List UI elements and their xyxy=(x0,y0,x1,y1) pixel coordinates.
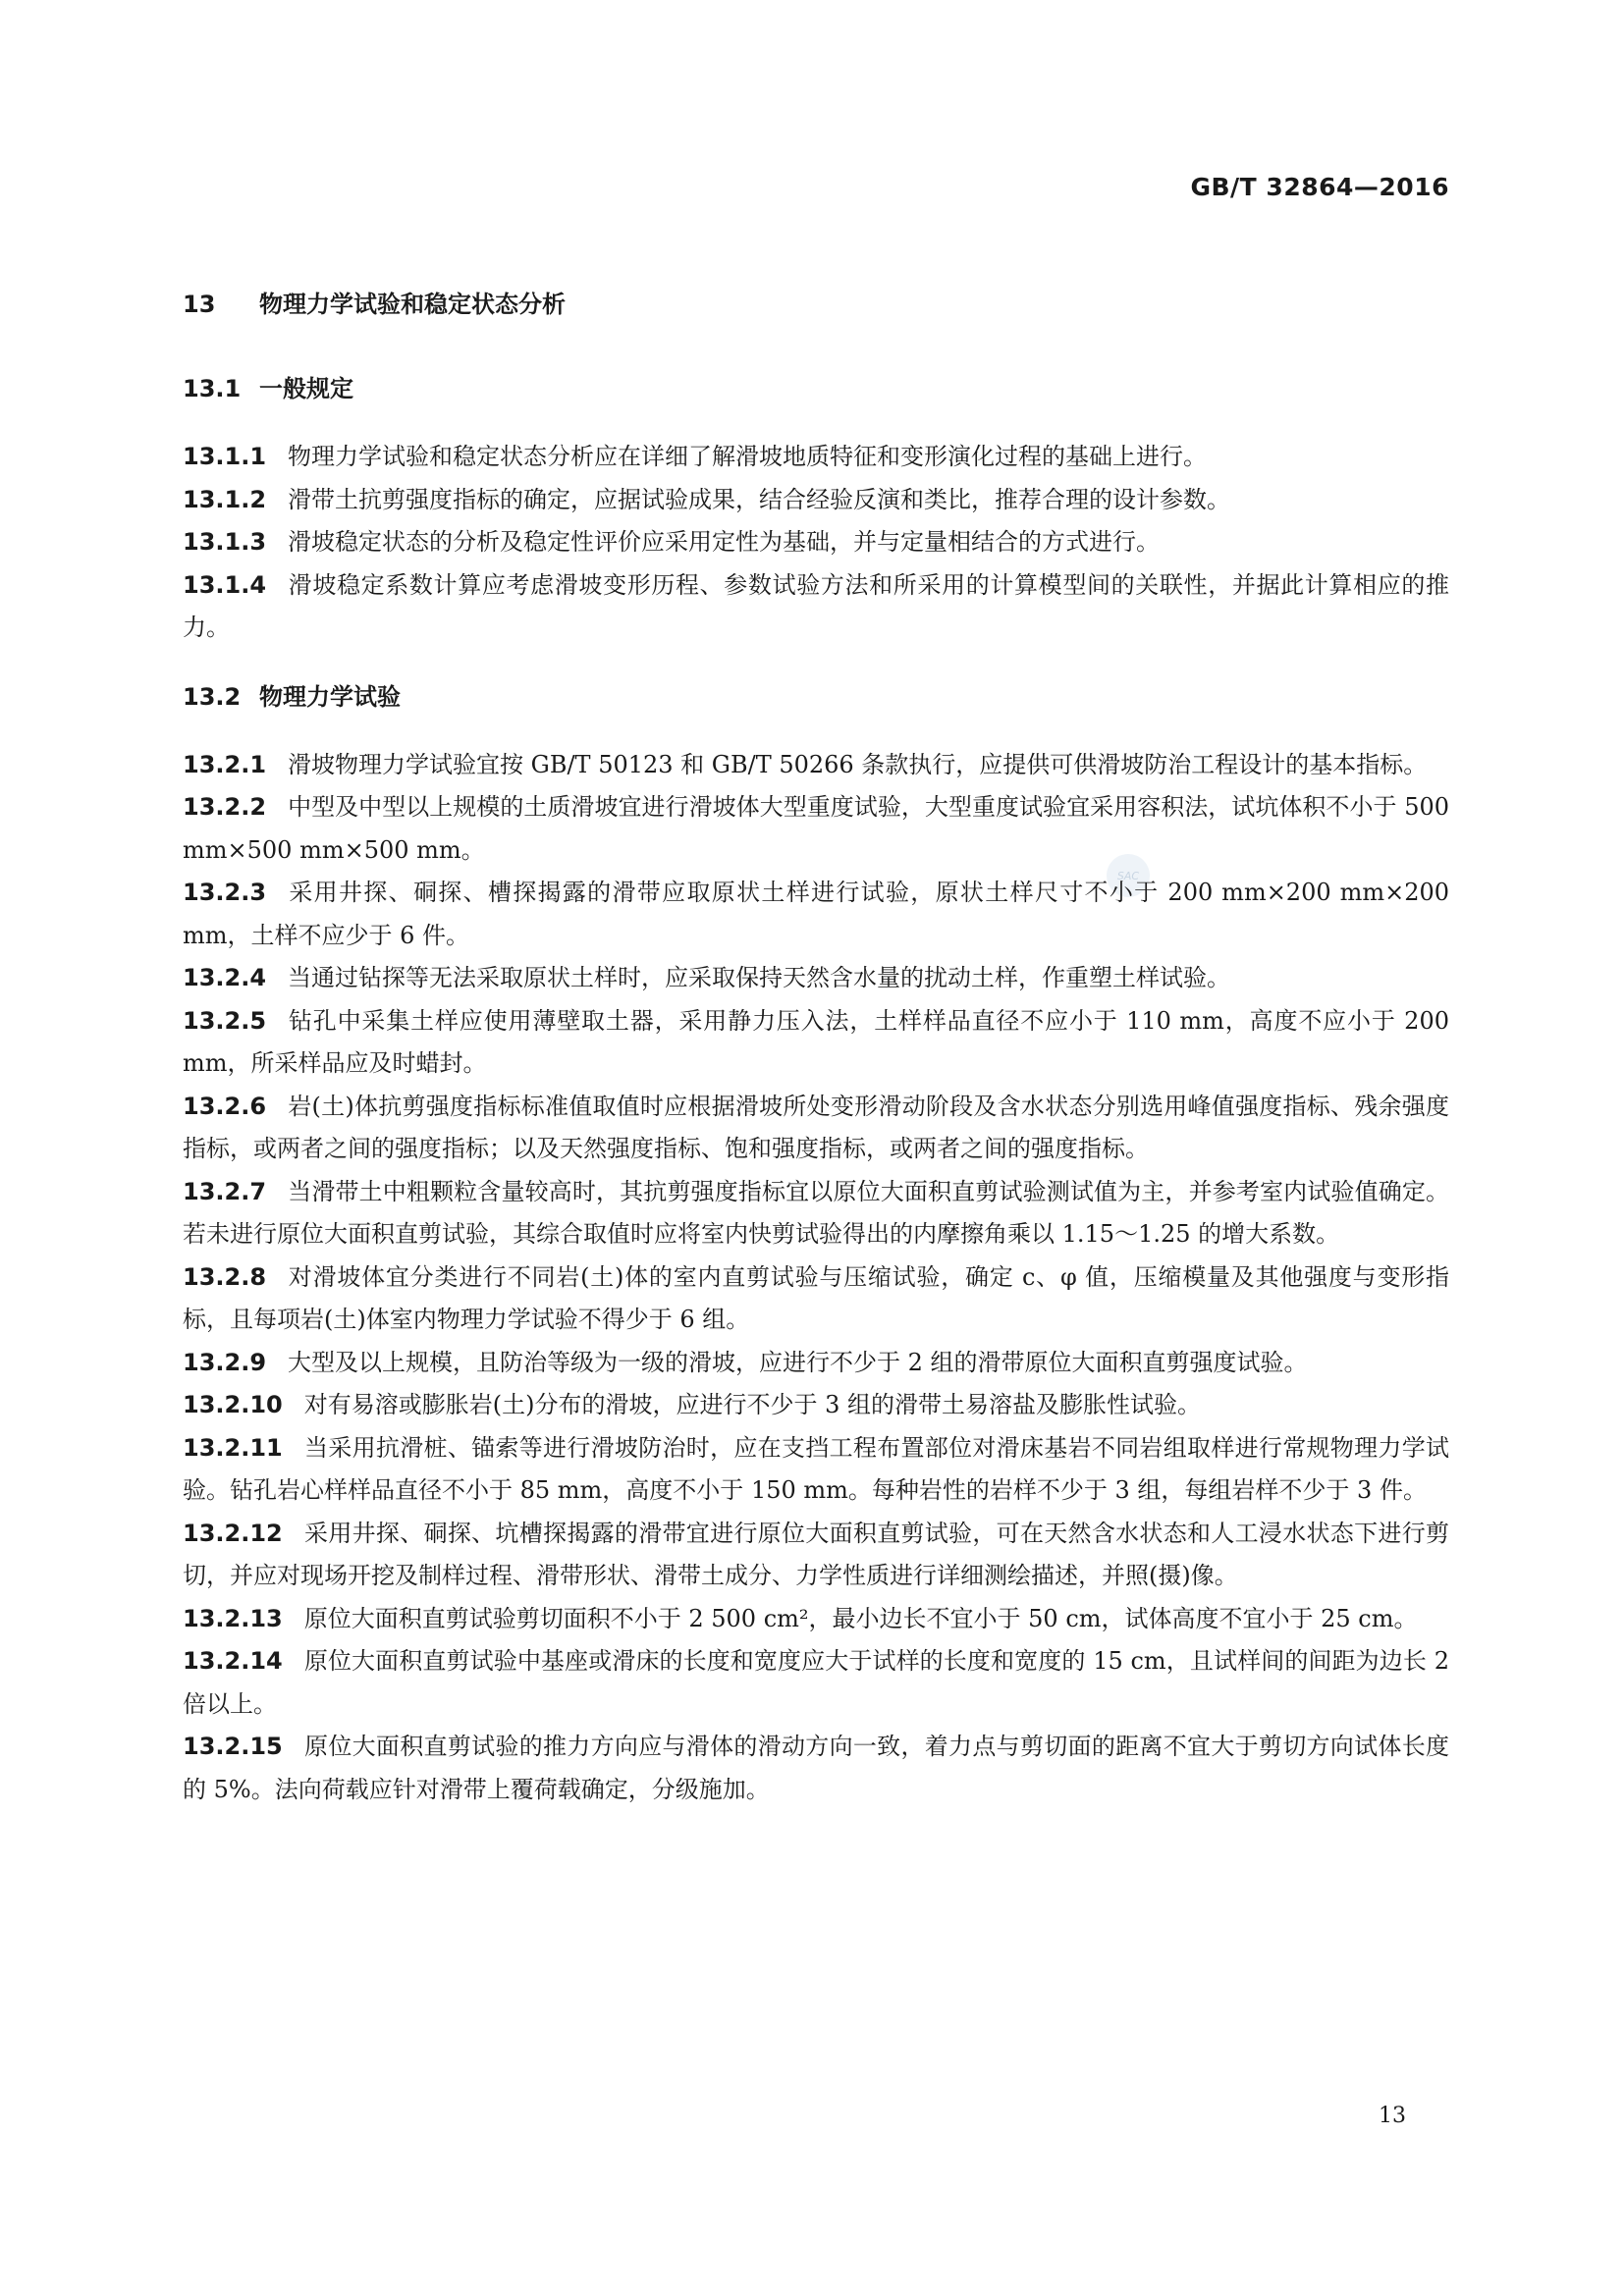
clause xyxy=(183,957,1449,1000)
clause-number: 13.2.7 xyxy=(183,1177,267,1205)
clause-text: 对滑坡体宜分类进行不同岩(土)体的室内直剪试验与压缩试验，确定 c、φ 值，压缩模量及其他强度与变形指标，且每项岩(土)体室内物理力学试验不得少于 6 组。 xyxy=(183,1262,1449,1333)
clause xyxy=(183,1256,1449,1342)
clause-text: 滑坡物理力学试验宜按 GB/T 50123 和 GB/T 50266 条款执行，应提供可供滑坡防治工程设计的基本指标。 xyxy=(288,750,1428,778)
section-number: 13 xyxy=(183,291,216,318)
clause xyxy=(183,1598,1449,1641)
clause-number: 13.2.2 xyxy=(183,793,267,821)
clause-text: 中型及中型以上规模的土质滑坡宜进行滑坡体大型重度试验，大型重度试验宜采用容积法，试坑体积不小于 500 mm×500 mm×500 mm。 xyxy=(183,793,1449,864)
subsection-heading xyxy=(183,677,1449,717)
clause-text: 滑坡稳定系数计算应考虑滑坡变形历程、参数试验方法和所采用的计算模型间的关联性，并据此计算相应的推力。 xyxy=(183,570,1449,641)
section-title: 物理力学试验和稳定状态分析 xyxy=(259,291,566,318)
subsection-title: 物理力学试验 xyxy=(259,682,401,711)
clause xyxy=(183,786,1449,872)
clause-number: 13.2.5 xyxy=(183,1006,267,1035)
clause-text: 大型及以上规模，且防治等级为一级的滑坡，应进行不少于 2 组的滑带原位大面积直剪强度试验。 xyxy=(288,1348,1308,1376)
clause-number: 13.1.3 xyxy=(183,528,267,556)
section-heading xyxy=(183,285,1449,324)
subsection-heading xyxy=(183,369,1449,408)
clause xyxy=(183,479,1449,522)
clause-list xyxy=(183,436,1449,650)
clause-number: 13.2.9 xyxy=(183,1348,267,1376)
clause-text: 滑带土抗剪强度指标的确定，应据试验成果，结合经验反演和类比，推荐合理的设计参数。 xyxy=(288,485,1231,513)
clause-number: 13.2.8 xyxy=(183,1262,267,1291)
clause-text: 当通过钻探等无法采取原状土样时，应采取保持天然含水量的扰动土样，作重塑土样试验。 xyxy=(288,964,1231,991)
clause-number: 13.2.11 xyxy=(183,1433,283,1462)
subsection-number: 13.2 xyxy=(183,682,242,711)
clause-text: 岩(土)体抗剪强度指标标准值取值时应根据滑坡所处变形滑动阶段及含水状态分别选用峰值强度指标、残余强度指标，或两者之间的强度指标；以及天然强度指标、饱和强度指标，或两者之间的强度指标。 xyxy=(183,1092,1449,1162)
clause-text: 当滑带土中粗颗粒含量较高时，其抗剪强度指标宜以原位大面积直剪试验测试值为主，并参考室内试验值确定。若未进行原位大面积直剪试验，其综合取值时应将室内快剪试验得出的内摩擦角乘以 1.15～1.25 的增大系数。 xyxy=(183,1177,1449,1248)
clause xyxy=(183,564,1449,650)
clause-number: 13.2.14 xyxy=(183,1647,283,1675)
clause-text: 物理力学试验和稳定状态分析应在详细了解滑坡地质特征和变形演化过程的基础上进行。 xyxy=(288,443,1208,470)
clause-text: 原位大面积直剪试验中基座或滑床的长度和宽度应大于试样的长度和宽度的 15 cm，且试样间的间距为边长 2 倍以上。 xyxy=(183,1647,1449,1718)
clause xyxy=(183,1342,1449,1385)
clause xyxy=(183,744,1449,787)
clause xyxy=(183,436,1449,479)
clause xyxy=(183,1640,1449,1726)
clause-text: 采用井探、硐探、槽探揭露的滑带应取原状土样进行试验，原状土样尺寸不小于 200 mm×200 mm×200 mm，土样不应少于 6 件。 xyxy=(183,879,1449,949)
clause-number: 13.1.2 xyxy=(183,485,267,513)
clause-number: 13.2.1 xyxy=(183,750,267,778)
subsection-number: 13.1 xyxy=(183,375,242,402)
clause-text: 钻孔中采集土样应使用薄壁取土器，采用静力压入法，土样样品直径不应小于 110 mm，高度不应小于 200 mm，所采样品应及时蜡封。 xyxy=(183,1006,1449,1077)
clause xyxy=(183,1726,1449,1811)
clause-number: 13.2.4 xyxy=(183,964,267,991)
clause-text: 采用井探、硐探、坑槽探揭露的滑带宜进行原位大面积直剪试验，可在天然含水状态和人工浸水状态下进行剪切，并应对现场开挖及制样过程、滑带形状、滑带土成分、力学性质进行详细测绘描述，并照(摄)像。 xyxy=(183,1519,1449,1589)
clause xyxy=(183,1086,1449,1171)
clause xyxy=(183,521,1449,564)
clause-text: 原位大面积直剪试验的推力方向应与滑体的滑动方向一致，着力点与剪切面的距离不宜大于剪切方向试体长度的 5%。法向荷载应针对滑带上覆荷载确定，分级施加。 xyxy=(183,1733,1449,1803)
clause-number: 13.2.12 xyxy=(183,1519,283,1547)
clause xyxy=(183,872,1449,957)
clause-number: 13.2.13 xyxy=(183,1604,283,1632)
clause-number: 13.1.1 xyxy=(183,443,267,470)
clause xyxy=(183,1171,1449,1256)
clause-number: 13.2.10 xyxy=(183,1391,283,1418)
clause-number: 13.1.4 xyxy=(183,570,267,599)
clause xyxy=(183,1000,1449,1086)
clause-text: 滑坡稳定状态的分析及稳定性评价应采用定性为基础，并与定量相结合的方式进行。 xyxy=(288,528,1161,556)
clause-number: 13.2.3 xyxy=(183,879,267,906)
standard-number: GB/T 32864—2016 xyxy=(1190,173,1449,201)
clause-text: 原位大面积直剪试验剪切面积不小于 2 500 cm²，最小边长不宜小于 50 cm，试体高度不宜小于 25 cm。 xyxy=(303,1604,1418,1632)
clause-number: 13.2.15 xyxy=(183,1733,283,1760)
clause-list xyxy=(183,744,1449,1812)
clause xyxy=(183,1384,1449,1427)
clause-text: 当采用抗滑桩、锚索等进行滑坡防治时，应在支挡工程布置部位对滑床基岩不同岩组取样进行常规物理力学试验。钻孔岩心样样品直径不小于 85 mm，高度不小于 150 mm。每种岩性的岩样不少于 3 组，每组岩样不少于 3 件。 xyxy=(183,1433,1449,1504)
clause xyxy=(183,1427,1449,1513)
sac-watermark-icon: SAC xyxy=(1107,854,1150,897)
document-body xyxy=(183,285,1449,1811)
clause-number: 13.2.6 xyxy=(183,1092,267,1120)
page-number: 13 xyxy=(1379,2104,1406,2128)
clause-text: 对有易溶或膨胀岩(土)分布的滑坡，应进行不少于 3 组的滑带土易溶盐及膨胀性试验。 xyxy=(303,1391,1201,1418)
clause xyxy=(183,1513,1449,1598)
subsection-title: 一般规定 xyxy=(259,375,353,402)
